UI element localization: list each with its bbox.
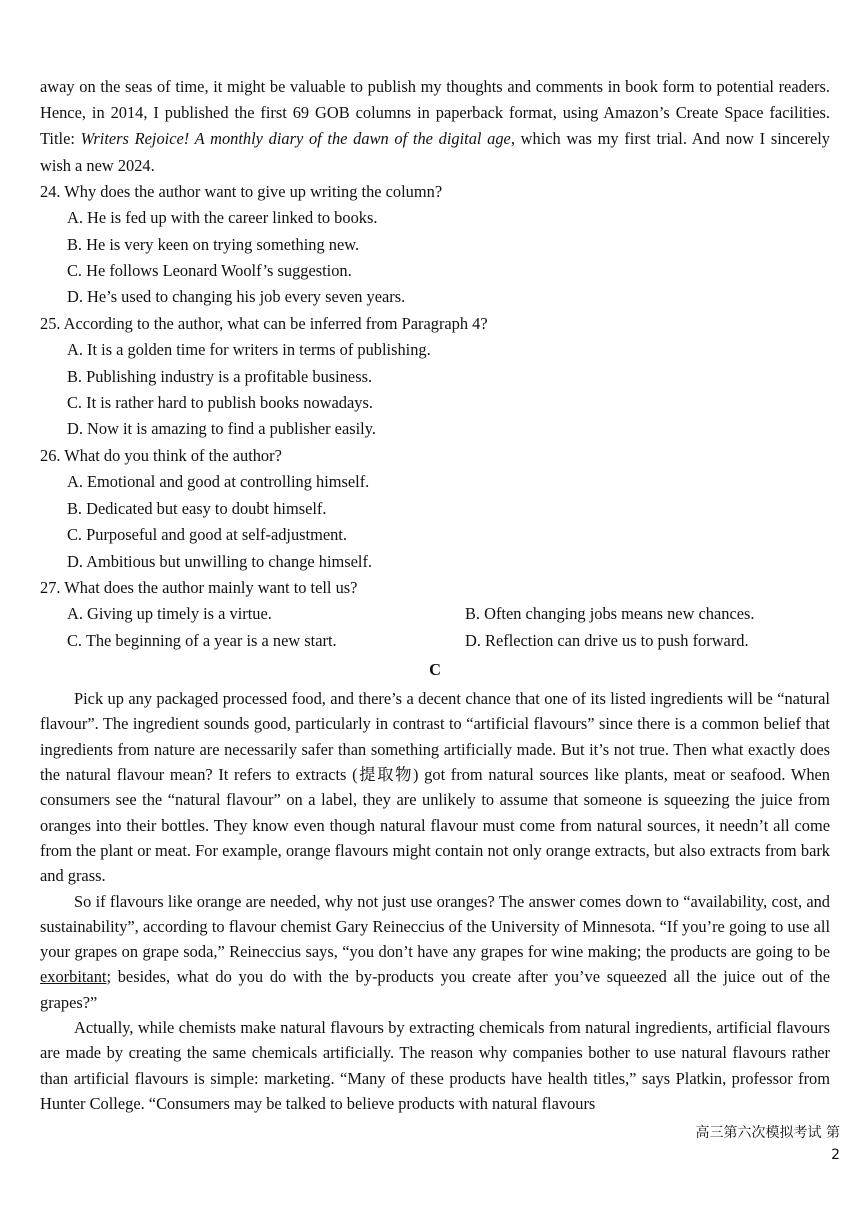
option-c: C. The beginning of a year is a new start. bbox=[67, 630, 337, 650]
option-d: D. Ambitious but unwilling to change himself. bbox=[67, 551, 373, 571]
option-row bbox=[40, 601, 830, 627]
book-title: Writers Rejoice! A monthly diary of the dawn of the digital age bbox=[80, 129, 511, 149]
option-a: A. Giving up timely is a virtue. bbox=[67, 604, 272, 624]
option-b: B. He is very keen on trying something new. bbox=[67, 234, 360, 254]
option-d: D. He’s used to changing his job every seven years. bbox=[67, 287, 406, 307]
footer-exam-title: 高三第六次模拟考试 第 bbox=[695, 1125, 840, 1141]
option-a: A. Emotional and good at controlling himself. bbox=[67, 472, 370, 492]
option-b: B. Often changing jobs means new chances. bbox=[465, 604, 755, 624]
page-number: 2 bbox=[831, 1147, 840, 1163]
section-heading: C bbox=[429, 660, 441, 680]
option-b: B. Dedicated but easy to doubt himself. bbox=[67, 498, 327, 518]
question-stem: 26. What do you think of the author? bbox=[40, 445, 282, 465]
option-b: B. Publishing industry is a profitable business. bbox=[67, 366, 373, 386]
option-c: C. It is rather hard to publish books nowadays. bbox=[67, 393, 373, 413]
passage-c bbox=[40, 686, 830, 1116]
passage-paragraph-2 bbox=[40, 889, 830, 1015]
intro-paragraph bbox=[40, 74, 830, 179]
question-26 bbox=[40, 443, 830, 575]
intro-text-b: , which was my first trial. And now I sincerely wish a new 2024. bbox=[40, 129, 831, 175]
question-27 bbox=[40, 575, 830, 654]
option-d: D. Now it is amazing to find a publisher easily. bbox=[67, 419, 376, 439]
option-row bbox=[40, 628, 830, 654]
exam-page bbox=[40, 74, 830, 1116]
question-stem: 25. According to the author, what can be inferred from Paragraph 4? bbox=[40, 313, 488, 333]
question-24 bbox=[40, 179, 830, 311]
question-stem: 27. What does the author mainly want to tell us? bbox=[40, 577, 358, 597]
question-25 bbox=[40, 311, 830, 443]
passage-paragraph-3: Actually, while chemists make natural flavours by extracting chemicals from natural ingredients, artificial flavours are made by creating the same chemicals artificially. The reason why companies bother to use natural flavours rather than artificial flavours is simple: marketing. “Many of these products have health titles,” says Platkin, professor from Hunter College. “Consumers may be talked to believe products with natural flavours bbox=[40, 1017, 830, 1113]
paragraph-text-b: ; besides, what do you do with the by-products you create after you’ve squeezed all the juice out of the grapes?” bbox=[40, 967, 830, 1012]
option-c: C. He follows Leonard Woolf’s suggestion. bbox=[67, 261, 352, 281]
page-footer bbox=[696, 1122, 840, 1166]
option-a: A. It is a golden time for writers in terms of publishing. bbox=[67, 340, 431, 360]
paragraph-text-a: So if flavours like orange are needed, why not just use oranges? The answer comes down to “availability, cost, and sustainability”, according to flavour chemist Gary Reineccius of the University of Minnesota. “If you’re going to use all your grapes on grape soda,” Reineccius says, “you don’t have any grapes for wine making; the products are going to be bbox=[40, 891, 830, 962]
intro-text-a: away on the seas of time, it might be valuable to publish my thoughts and comments in book form to potential readers. Hence, in 2014, I published the first 69 GOB columns in paperback format, using Amazon’s Create Space facilities. Title: bbox=[40, 77, 830, 149]
underlined-word: exorbitant bbox=[40, 967, 107, 987]
passage-paragraph-1: Pick up any packaged processed food, and there’s a decent chance that one of its listed ingredients will be “natural flavour”. The ingredient sounds good, particularly in contrast to “artificial flavours” since there is a common belief that ingredients from nature are necessarily safer than something artificially made. But it’s not true. Then what exactly does the natural flavour mean? It refers to extracts (提取物) got from natural sources like plants, meat or seafood. When consumers see the “natural flavour” on a label, they are unlikely to assume that someone is squeezing the juice from oranges into their bottles. They know even though natural flavour must come from natural sources, it needn’t all come from the plant or meat. For example, orange flavours might contain not only orange extracts, but also extracts from bark and grass. bbox=[40, 689, 830, 886]
option-c: C. Purposeful and good at self-adjustment. bbox=[67, 525, 347, 545]
option-d: D. Reflection can drive us to push forward. bbox=[465, 630, 749, 650]
option-a: A. He is fed up with the career linked to books. bbox=[67, 208, 378, 228]
question-stem: 24. Why does the author want to give up writing the column? bbox=[40, 181, 443, 201]
